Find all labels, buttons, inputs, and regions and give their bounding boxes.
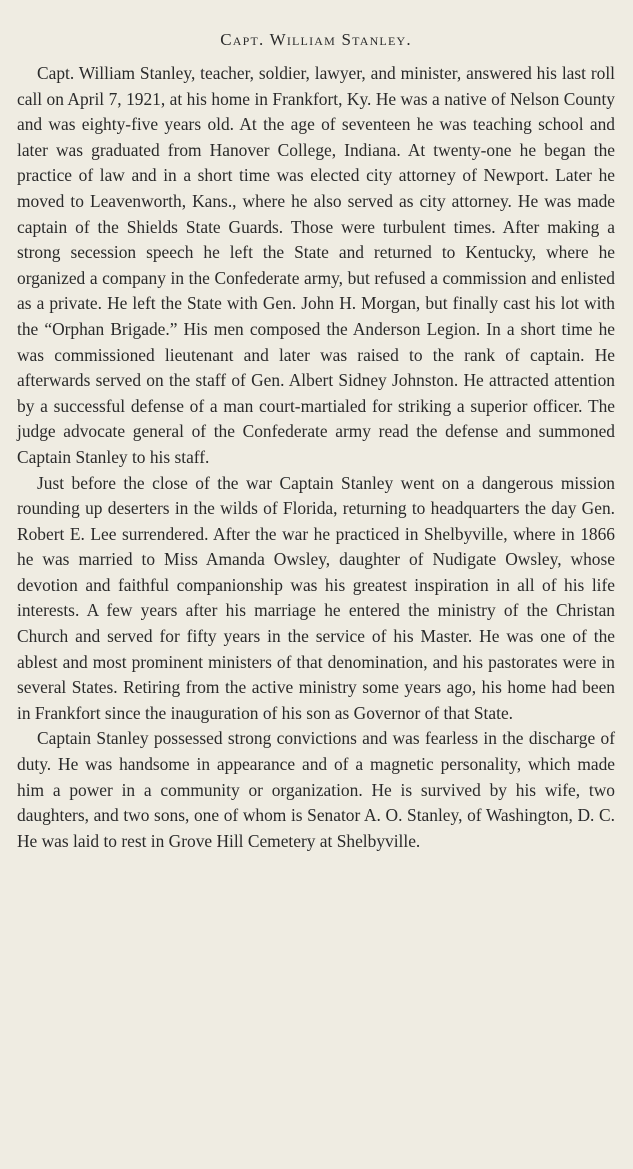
paragraph-1: Capt. William Stanley, teacher, soldier, lawyer, and minister, answered his last roll call on April 7, 1921, at his home in Frankfort, Ky. He was a native of Nelson County and was eighty-five years old. At the age of seventeen he was teaching school and later was graduated from Hanover College, Indiana. At twenty-one he began the practice of law and in a short time was elected city attorney of Newport. Later he moved to Leavenworth, Kans., where he also served as city attorney. He was made captain of the Shields State Guards. Those were turbulent times. After making a strong secession speech he left the State and returned to Kentucky, where he organized a company in the Confederate army, but refused a commission and enlisted as a private. He left the State with Gen. John H. Morgan, but finally cast his lot with the “Orphan Brigade.” His men composed the Anderson Legion. In a short time he was commissioned lieutenant and later was raised to the rank of captain. He afterwards served on the staff of Gen. Albert Sidney Johnston. He attracted attention by a successful defense of a man court-martialed for striking a superior officer. The judge advocate general of the Confederate army read the defense and summoned Captain Stanley to his staff. [17, 63, 615, 467]
paragraph-2: Just before the close of the war Captain Stanley went on a dangerous mission rounding up deserters in the wilds of Florida, returning to headquarters the day Gen. Robert E. Lee surrendered. After the war he practiced in Shelbyville, where in 1866 he was married to Miss Amanda Owsley, daughter of Nudigate Owsley, whose devotion and faithful companionship was his greatest inspiration in all of his life interests. A few years after his marriage he entered the ministry of the Christan Church and served for fifty years in the service of his Master. He was one of the ablest and most prominent ministers of that denomination, and his pastorates were in several States. Retiring from the active ministry some years ago, his home had been in Frankfort since the inauguration of his son as Governor of that State. [17, 472, 615, 723]
article-body [17, 61, 615, 854]
paragraph-3: Captain Stanley possessed strong convictions and was fearless in the discharge of duty. He was handsome in appearance and of a magnetic personality, which made him a power in a community or organization. He is survived by his wife, two daughters, and two sons, one of whom is Senator A. O. Stanley, of Washington, D. C. He was laid to rest in Grove Hill Cemetery at Shelbyville. [17, 728, 615, 851]
article-title: Capt. William Stanley. [220, 30, 412, 49]
